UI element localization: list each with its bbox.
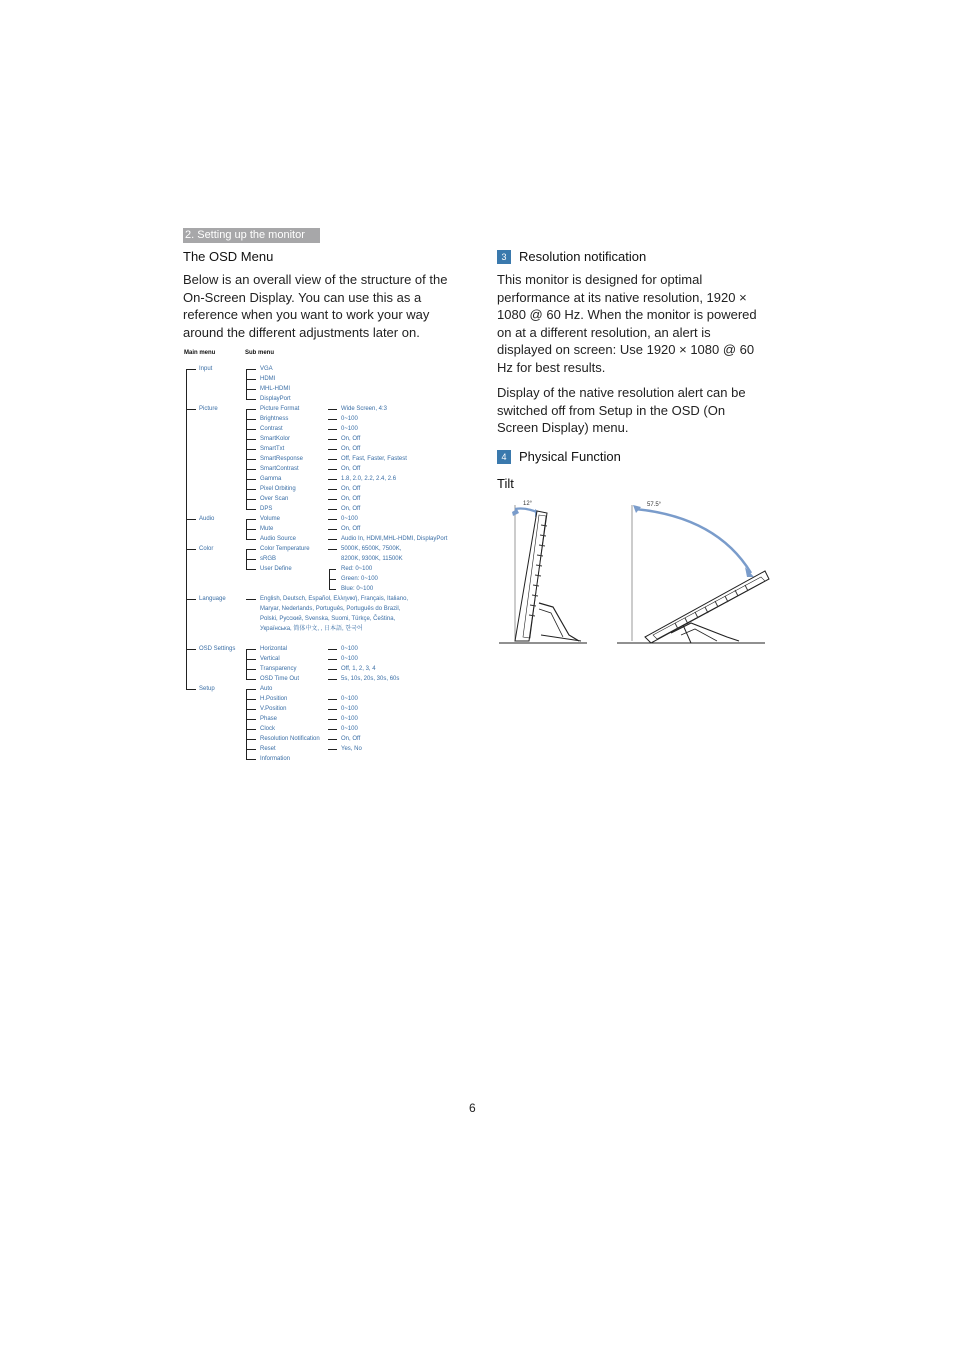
sub-menu-value: 8200K, 9300K, 11500K: [341, 556, 403, 562]
sub-connector: [246, 729, 256, 730]
sub-connector: [246, 509, 256, 510]
sub-menu-item: User Define: [260, 566, 292, 572]
main-connector: [186, 689, 196, 690]
sub-connector: [246, 709, 256, 710]
osd-menu-title: The OSD Menu: [183, 249, 274, 264]
sub-menu-value: 0~100: [341, 706, 358, 712]
sub-menu-item: Information: [260, 756, 291, 762]
sub-menu-item: Vertical: [260, 656, 280, 662]
sub-connector: [246, 389, 256, 390]
sub-connector: [246, 699, 256, 700]
sub-menu-value: On, Off: [341, 506, 361, 512]
tilt-title: Tilt: [497, 476, 514, 491]
angle-12-label: 12°: [523, 501, 533, 507]
sub-menu-value: On, Off: [341, 436, 361, 442]
sub-connector: [246, 659, 256, 660]
sub-menu-value: 0~100: [341, 646, 358, 652]
sub-menu-item: English, Deutsch, Español, Ελληνική, Français, Italiano,: [260, 596, 409, 602]
sub-connector: [246, 479, 256, 480]
tilt-12-figure: [499, 501, 587, 643]
value-connector: [328, 519, 337, 520]
sub-menu-item: SmartResponse: [260, 456, 304, 462]
main-menu-item-picture: Picture: [199, 406, 218, 412]
section-3-badge: 3: [497, 250, 511, 264]
sub-menu-value: Wide Screen, 4:3: [341, 406, 388, 412]
section-tab: 2. Setting up the monitor: [183, 228, 320, 243]
sub-menu-value: On, Off: [341, 446, 361, 452]
sub-connector: [246, 559, 256, 560]
sub-menu-item: SmartKolor: [260, 436, 291, 442]
sub-connector: [246, 499, 256, 500]
resolution-paragraph-2: Display of the native resolution alert can be switched off from Setup in the OSD (On Screen Display) menu.: [497, 385, 746, 435]
value-connector: [328, 429, 337, 430]
main-menu-item-osd-settings: OSD Settings: [199, 646, 236, 652]
resolution-paragraph-1: This monitor is designed for optimal performance at its native resolution, 1920 × 1080 @ 60 Hz. When the monitor is powered on at a different resolution, an alert is displayed on screen: Use 1920 × 1080 @ 60 Hz for best results.: [497, 272, 757, 375]
sub-menu-item: Over Scan: [260, 496, 289, 502]
sub-menu-value: On, Off: [341, 466, 361, 472]
value-connector: [328, 699, 337, 700]
sub-menu-value: 0~100: [341, 656, 358, 662]
sub-menu-item: Українська, 简体中文, , 日本語, 한국어: [260, 626, 363, 632]
sub-menu-item: Auto: [260, 686, 273, 692]
value-connector: [328, 479, 337, 480]
main-connector: [186, 649, 196, 650]
tilt-illustration: [495, 495, 775, 650]
sub-connector: [246, 439, 256, 440]
section-4-title: Physical Function: [519, 449, 621, 464]
main-menu-item-language: Language: [199, 596, 226, 602]
sub-connector: [246, 379, 256, 380]
sub-menu-item: DisplayPort: [260, 396, 291, 402]
sub-connector: [246, 539, 256, 540]
sub-menu-value: 5000K, 6500K, 7500K,: [341, 546, 402, 552]
sub-menu-value: 1.8, 2.0, 2.2, 2.4, 2.6: [341, 476, 397, 482]
value-connector: [328, 419, 337, 420]
angle-57-label: 57.5°: [647, 502, 662, 508]
sub-connector: [246, 689, 256, 690]
sub-connector: [246, 399, 256, 400]
sub-connector: [246, 409, 256, 410]
sub-menu-value: Off, Fast, Faster, Fastest: [341, 456, 407, 462]
sub-connector: [246, 569, 256, 570]
value-connector: [328, 739, 337, 740]
sub-connector: [246, 459, 256, 460]
sub-bracket: [246, 549, 247, 569]
sub-menu-item: sRGB: [260, 556, 277, 562]
sub-menu-item: Brightness: [260, 416, 289, 422]
value-connector: [328, 459, 337, 460]
sub-menu-item: Transparency: [260, 666, 297, 672]
page-number: 6: [469, 1101, 476, 1115]
sub-connector: [246, 549, 256, 550]
sub-connector: [246, 739, 256, 740]
value-connector: [329, 569, 336, 570]
sub-menu-value: Audio In, HDMI,MHL-HDMI, DisplayPort: [341, 536, 448, 542]
main-connector: [186, 549, 196, 550]
sub-menu-item: Audio Source: [260, 536, 297, 542]
main-connector: [186, 519, 196, 520]
sub-menu-item: HDMI: [260, 376, 276, 382]
sub-menu-item: MHL-HDMI: [260, 386, 290, 392]
sub-bracket: [246, 689, 247, 759]
sub-menu-item: Phase: [260, 716, 278, 722]
sub-menu-item: Gamma: [260, 476, 282, 482]
value-connector: [328, 469, 337, 470]
sub-menu-item: Contrast: [260, 426, 283, 432]
main-connector: [186, 369, 196, 370]
sub-connector: [246, 369, 256, 370]
value-connector: [328, 749, 337, 750]
value-connector: [328, 529, 337, 530]
sub-menu-item: Volume: [260, 516, 281, 522]
sub-menu-value: 0~100: [341, 426, 358, 432]
sub-connector: [246, 489, 256, 490]
sub-menu-item: VGA: [260, 366, 273, 372]
value-connector: [328, 729, 337, 730]
main-connector: [186, 599, 196, 600]
value-connector: [329, 579, 336, 580]
sub-menu-item: OSD Time Out: [260, 676, 300, 682]
sub-menu-item: SmartTxt: [260, 446, 285, 452]
sub-menu-item: Reset: [260, 746, 276, 752]
sub-menu-item: Resolution Notification: [260, 736, 320, 742]
sub-menu-item: Polski, Русский, Svenska, Suomi, Türkçe, Čeština,: [260, 616, 396, 622]
sub-bracket: [246, 409, 247, 509]
value-connector: [328, 439, 337, 440]
value-connector: [328, 489, 337, 490]
value-connector: [328, 509, 337, 510]
sub-menu-value: Green: 0~100: [341, 576, 378, 582]
sub-menu-item: SmartContrast: [260, 466, 299, 472]
sub-menu-item: H.Position: [260, 696, 288, 702]
sub-menu-item: Clock: [260, 726, 276, 732]
sub-menu-value: On, Off: [341, 486, 361, 492]
value-connector: [329, 589, 336, 590]
value-connector: [328, 409, 337, 410]
sub-connector: [246, 749, 256, 750]
sub-menu-value: On, Off: [341, 736, 361, 742]
sub-connector: [246, 679, 256, 680]
value-connector: [328, 549, 337, 550]
sub-menu-value: On, Off: [341, 526, 361, 532]
value-connector: [328, 659, 337, 660]
sub-connector: [246, 669, 256, 670]
sub-connector: [246, 469, 256, 470]
value-connector: [328, 499, 337, 500]
sub-connector: [246, 649, 256, 650]
sub-menu-item: DPS: [260, 506, 273, 512]
sub-bracket: [246, 519, 247, 539]
main-menu-header: Main menu: [184, 350, 216, 356]
sub-connector: [246, 449, 256, 450]
value-connector: [328, 449, 337, 450]
sub-menu-value: Yes, No: [341, 746, 362, 752]
osd-intro-text: Below is an overall view of the structure of the On-Screen Display. You can use this as a reference when you want to work your way around the different adjustments later on.: [183, 272, 448, 340]
value-connector: [328, 709, 337, 710]
sub-connector: [246, 429, 256, 430]
sub-menu-item: Maryar, Nederlands, Português, Português do Brazil,: [260, 606, 401, 612]
value-connector: [328, 669, 337, 670]
sub-menu-item: Horizontal: [260, 646, 288, 652]
sub-menu-value: 0~100: [341, 726, 358, 732]
value-connector: [328, 539, 337, 540]
sub-menu-item: V.Position: [260, 706, 287, 712]
sub-menu-value: 5s, 10s, 20s, 30s, 60s: [341, 676, 400, 682]
section-4-badge: 4: [497, 450, 511, 464]
sub-connector: [246, 419, 256, 420]
sub-bracket: [246, 649, 247, 679]
sub-menu-item: Mute: [260, 526, 274, 532]
sub-menu-item: Pixel Orbiting: [260, 486, 296, 492]
main-menu-item-setup: Setup: [199, 686, 215, 692]
value-connector: [328, 679, 337, 680]
value-bracket: [329, 569, 330, 589]
sub-menu-header: Sub menu: [245, 350, 275, 356]
sub-connector: [246, 519, 256, 520]
sub-connector: [246, 719, 256, 720]
sub-bracket: [246, 369, 247, 399]
section-3-title: Resolution notification: [519, 249, 647, 264]
main-menu-item-audio: Audio: [199, 516, 215, 522]
sub-menu-value: 0~100: [341, 516, 358, 522]
section-4-heading: [497, 449, 621, 464]
sub-menu-value: Red: 0~100: [341, 566, 373, 572]
sub-menu-item: Picture Format: [260, 406, 300, 412]
language-connector: [246, 599, 256, 600]
sub-menu-value: 0~100: [341, 416, 358, 422]
main-menu-item-color: Color: [199, 546, 214, 552]
sub-menu-value: 0~100: [341, 696, 358, 702]
main-menu-item-input: Input: [199, 366, 213, 372]
sub-menu-item: Color Temperature: [260, 546, 310, 552]
tilt-57-figure: [617, 502, 769, 643]
section-3-heading: [497, 249, 646, 264]
sub-menu-value: On, Off: [341, 496, 361, 502]
sub-menu-value: Off, 1, 2, 3, 4: [341, 666, 376, 672]
tilt-57-arc: [635, 509, 751, 573]
sub-connector: [246, 529, 256, 530]
value-connector: [328, 649, 337, 650]
value-connector: [328, 719, 337, 720]
main-connector: [186, 409, 196, 410]
sub-menu-value: Blue: 0~100: [341, 586, 374, 592]
main-bracket: [186, 369, 187, 689]
sub-connector: [246, 759, 256, 760]
sub-menu-value: 0~100: [341, 716, 358, 722]
